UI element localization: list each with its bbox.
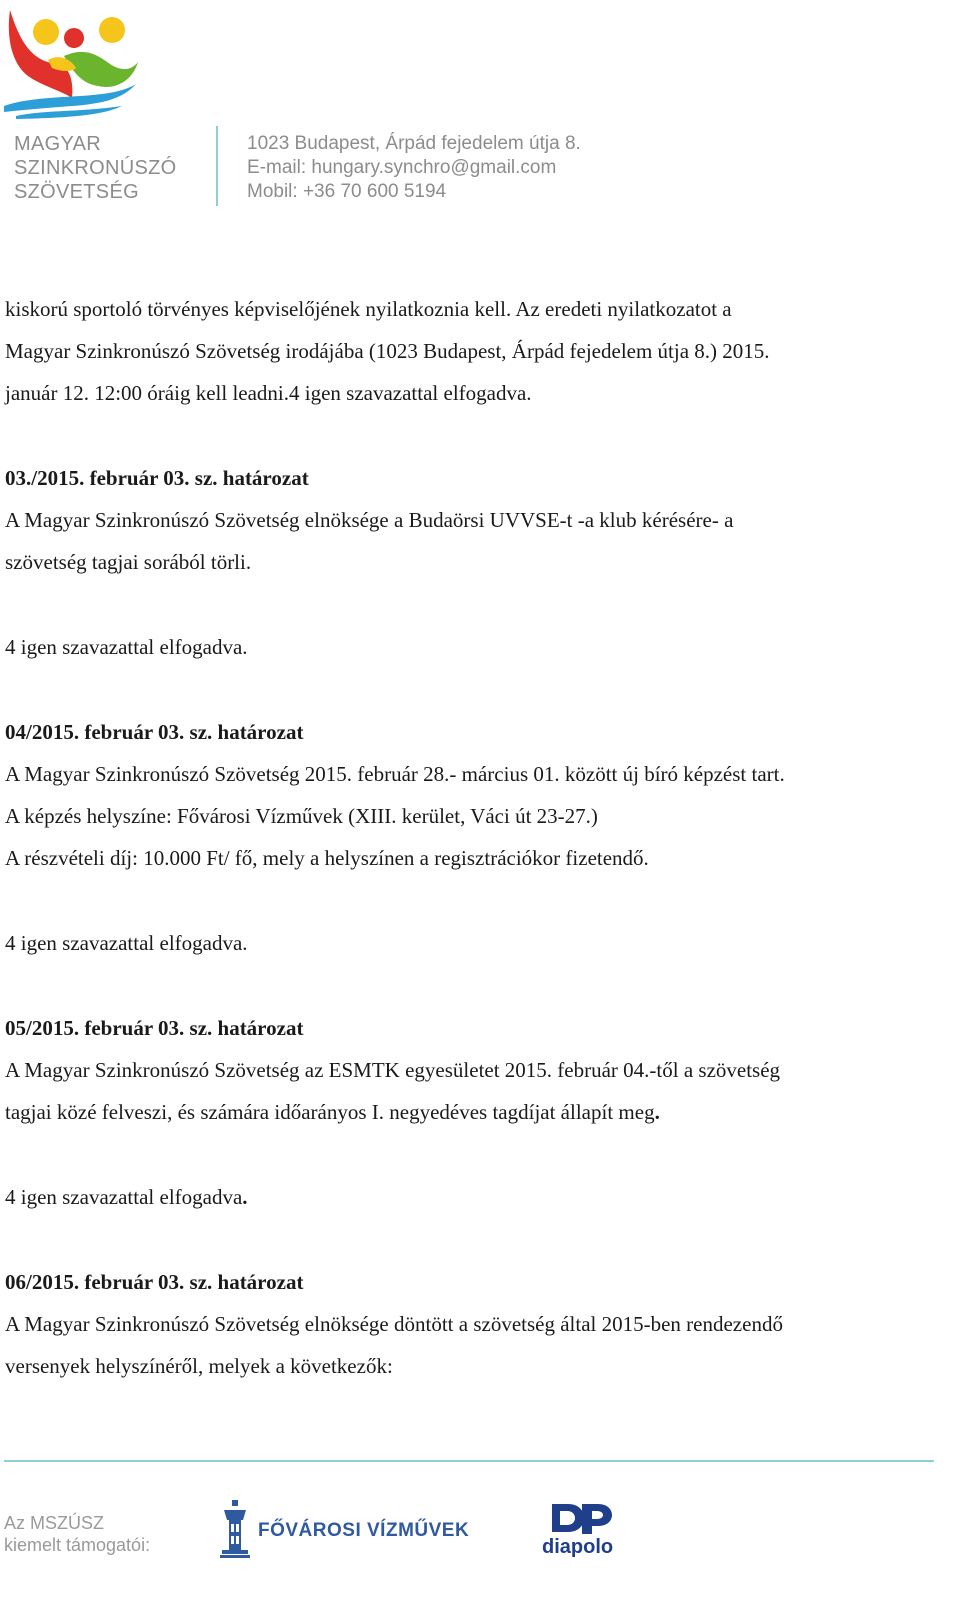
resolution-05-line-2-period: . bbox=[654, 1100, 660, 1124]
org-name bbox=[14, 132, 177, 204]
footer-divider bbox=[4, 1460, 934, 1462]
resolution-06-line-2: versenyek helyszínéről, melyek a következők: bbox=[5, 1354, 393, 1378]
contact-address: 1023 Budapest, Árpád fejedelem útja 8. bbox=[247, 133, 581, 154]
contact-mobile: Mobil: +36 70 600 5194 bbox=[247, 181, 447, 202]
resolution-06-title: 06/2015. február 03. sz. határozat bbox=[5, 1270, 304, 1294]
resolution-03-title: 03./2015. február 03. sz. határozat bbox=[5, 466, 309, 490]
contact-email[interactable]: E-mail: hungary.synchro@gmail.com bbox=[247, 157, 557, 178]
resolution-03-line-2: szövetség tagjai sorából törli. bbox=[5, 550, 252, 574]
sponsor-diapolo-name: diapolo bbox=[542, 1536, 614, 1558]
sponsor-label-line-2: kiemelt támogatói: bbox=[4, 1535, 151, 1555]
resolution-05-line-2 bbox=[5, 1091, 934, 1133]
water-tower-icon bbox=[218, 1500, 252, 1560]
contact-block bbox=[247, 132, 581, 204]
resolution-04-line-3: A részvételi díj: 10.000 Ft/ fő, mely a helyszínen a regisztrációkor fizetendő. bbox=[5, 846, 649, 870]
resolution-05-vote-period: . bbox=[242, 1185, 248, 1209]
sponsor-vizmuvek bbox=[218, 1500, 478, 1560]
resolution-05-line-2-text: tagjai közé felveszi, és számára időarányos I. negyedéves tagdíjat állapít meg bbox=[5, 1100, 655, 1124]
intro-line-3: január 12. 12:00 óráig kell leadni.4 igen szavazattal elfogadva. bbox=[5, 381, 532, 405]
resolution-04-title: 04/2015. február 03. sz. határozat bbox=[5, 720, 304, 744]
org-name-line-1: MAGYAR bbox=[14, 133, 101, 155]
resolution-05-vote-text: 4 igen szavazattal elfogadva bbox=[5, 1185, 243, 1209]
resolution-04-vote: 4 igen szavazattal elfogadva. bbox=[5, 931, 248, 955]
intro-line-2: Magyar Szinkronúszó Szövetség irodájába (1023 Budapest, Árpád fejedelem útja 8.) 2015. bbox=[5, 339, 770, 363]
resolution-05-vote bbox=[5, 1176, 934, 1218]
letterhead bbox=[0, 0, 960, 220]
resolution-03-line-1: A Magyar Szinkronúszó Szövetség elnöksége a Budaörsi UVVSE-t -a klub kérésére- a bbox=[5, 508, 734, 532]
resolution-04-line-1: A Magyar Szinkronúszó Szövetség 2015. február 28.- március 01. között új bíró képzést tart. bbox=[5, 762, 785, 786]
sponsor-vizmuvek-name: FŐVÁROSI VÍZMŰVEK bbox=[258, 1520, 470, 1541]
org-name-line-3: SZÖVETSÉG bbox=[14, 181, 139, 203]
sponsor-diapolo bbox=[538, 1500, 628, 1560]
org-name-line-2: SZINKRONÚSZÓ bbox=[14, 157, 177, 179]
diapolo-logo-icon bbox=[548, 1500, 614, 1536]
sponsor-label bbox=[4, 1512, 150, 1556]
resolution-06-line-1: A Magyar Szinkronúszó Szövetség elnöksége döntött a szövetség által 2015-ben rendezendő bbox=[5, 1312, 783, 1336]
header-divider bbox=[216, 126, 218, 206]
resolution-03-vote: 4 igen szavazattal elfogadva. bbox=[5, 635, 248, 659]
intro-line-1: kiskorú sportoló törvényes képviselőjének nyilatkoznia kell. Az eredeti nyilatkozatot a bbox=[5, 297, 732, 321]
document-body bbox=[5, 288, 934, 1387]
resolution-05-line-1: A Magyar Szinkronúszó Szövetség az ESMTK egyesületet 2015. február 04.-től a szövetség bbox=[5, 1058, 781, 1082]
sponsor-label-line-1: Az MSZÚSZ bbox=[4, 1513, 105, 1533]
federation-logo-icon bbox=[2, 2, 142, 122]
resolution-05-title: 05/2015. február 03. sz. határozat bbox=[5, 1016, 304, 1040]
resolution-04-line-2: A képzés helyszíne: Fővárosi Vízművek (XIII. kerület, Váci út 23-27.) bbox=[5, 804, 598, 828]
